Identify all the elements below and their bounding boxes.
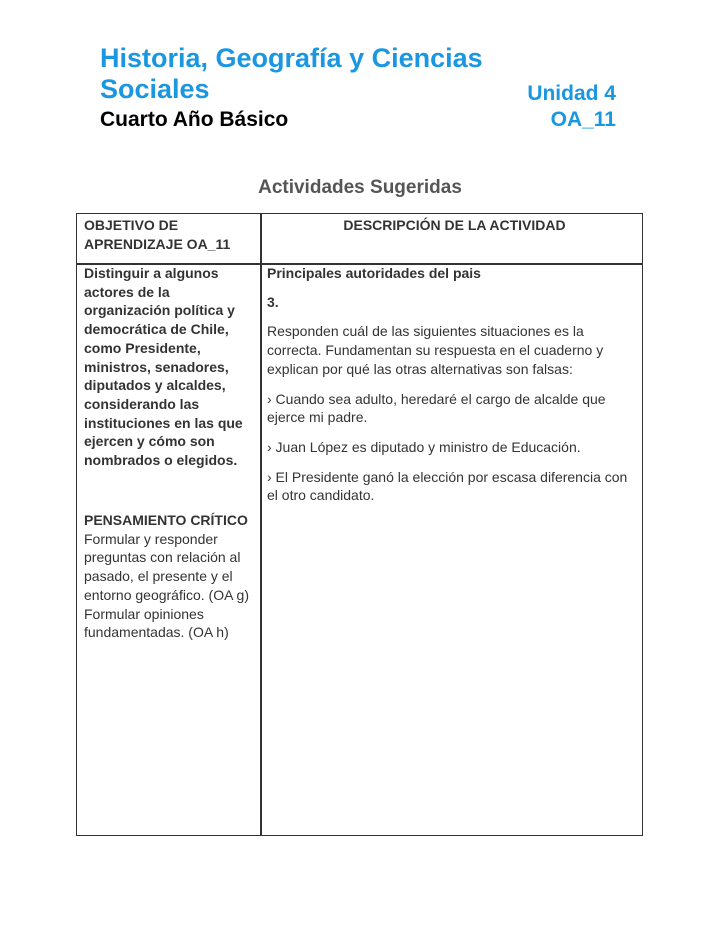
activity-option: › El Presidente ganó la elección por escasa diferencia con el otro candidato. [267,468,628,504]
section-title: Actividades Sugeridas [258,177,462,198]
oa-label: OA_11 [550,108,616,131]
header-description: DESCRIPCIÓN DE LA ACTIVIDAD [343,217,566,233]
skill-block [84,511,256,642]
skill-item: Formular y responder preguntas con relación al pasado, el presente y el entorno geográfico. (OA g) [84,530,249,603]
skill-title: PENSAMIENTO CRÍTICO [84,512,248,528]
unit-label: Unidad 4 [527,82,616,105]
activities-table [76,213,643,836]
activity-option: › Juan López es diputado y ministro de Educación. [267,438,581,455]
course-label: Cuarto Año Básico [100,108,289,131]
activity-number: 3. [267,293,279,310]
activity-title: Principales autoridades del pais [267,265,481,281]
title-line-2: Sociales [100,74,210,104]
activity-option: › Cuando sea adulto, heredaré el cargo de alcalde que ejerce mi padre. [267,390,606,426]
activity-description [267,264,637,516]
document-title [100,43,483,105]
title-line-1: Historia, Geografía y Ciencias [100,43,483,73]
activity-instructions: Responden cuál de las siguientes situaciones es la correcta. Fundamentan su respuesta en el cuaderno y explican por qué las otras alternativas son falsas: [267,323,604,377]
header-objective: OBJETIVO DE APRENDIZAJE OA_11 [84,217,231,252]
objective-text: Distinguir a algunos actores de la organización política y democrática de Chile, como Presidente, ministros, senadores, diputados y alcaldes, considerando las instituciones en las que ejercen y cómo son nombrados o elegidos. [84,265,243,469]
skill-item: Formular opiniones fundamentadas. (OA h) [84,605,229,641]
column-divider [260,214,262,835]
